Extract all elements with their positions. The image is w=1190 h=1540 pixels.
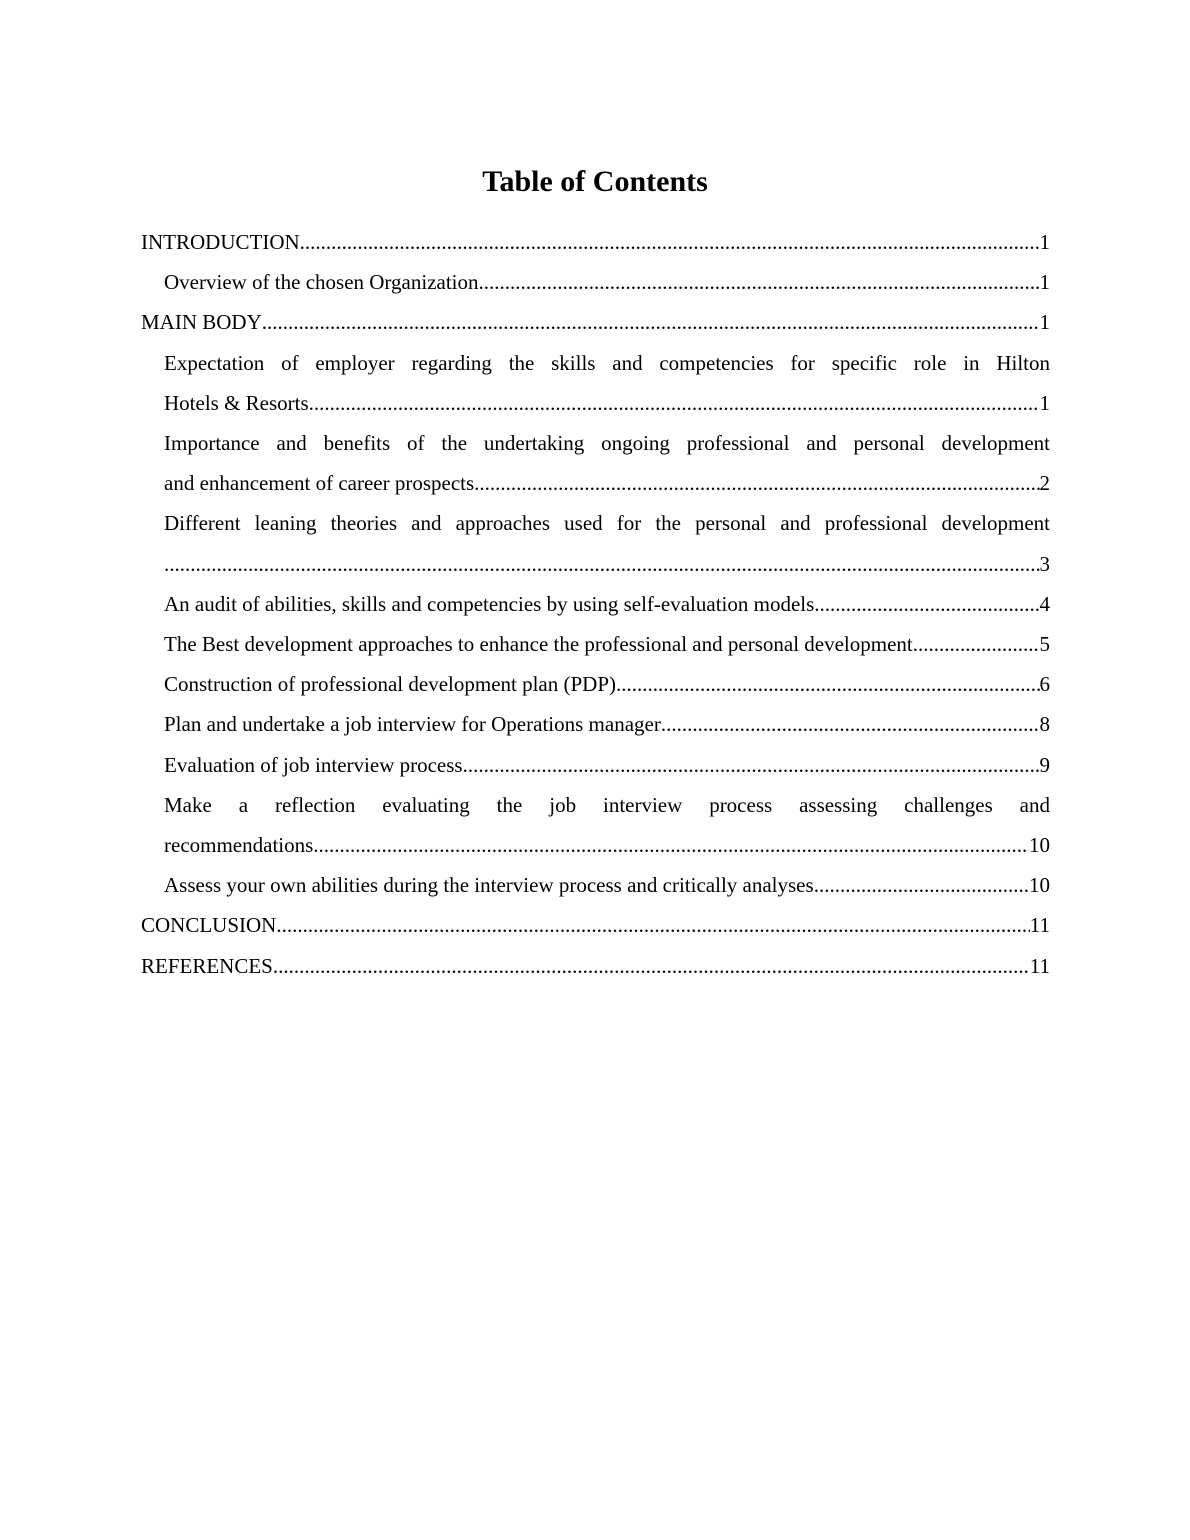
toc-entry-text: Evaluation of job interview process	[164, 752, 463, 777]
dot-leader	[479, 262, 1040, 302]
toc-page-number: 4	[1039, 591, 1050, 616]
toc-entry[interactable]	[141, 584, 1050, 624]
toc-entry-last-line	[164, 383, 1050, 423]
toc-entry-last-line	[164, 544, 1050, 584]
toc-entry-text: MAIN BODY	[141, 310, 262, 335]
dot-leader	[474, 463, 1039, 503]
toc-page-number: 8	[1039, 712, 1050, 737]
toc-entry-last-line	[141, 302, 1050, 342]
toc-entry[interactable]	[141, 865, 1050, 905]
toc-entry[interactable]	[141, 664, 1050, 704]
toc-page-number: 1	[1039, 230, 1050, 254]
toc-page-number: 10	[1029, 873, 1050, 898]
toc-entry-text: The Best development approaches to enhance the professional and personal development	[164, 632, 913, 657]
toc-title: Table of Contents	[482, 165, 708, 198]
dot-leader	[262, 302, 1040, 342]
toc-page-number: 10	[1029, 833, 1050, 858]
toc-entry-text: and enhancement of career prospects	[164, 471, 475, 496]
toc-page-number: 11	[1029, 913, 1050, 938]
toc-entry[interactable]	[141, 745, 1050, 785]
toc-entry-last-line	[141, 905, 1050, 945]
toc-entry-text: Overview of the chosen Organization	[164, 270, 479, 295]
dot-leader	[273, 946, 1030, 986]
toc-entry-text: REFERENCES	[141, 953, 273, 978]
toc-entry-text: INTRODUCTION	[141, 230, 300, 254]
toc-entry[interactable]	[141, 905, 1050, 945]
toc-page-number: 5	[1039, 632, 1050, 657]
toc-list	[141, 222, 1050, 986]
toc-entry-text: Construction of professional development plan (PDP)	[164, 672, 617, 697]
toc-entry[interactable]	[141, 624, 1050, 664]
toc-entry[interactable]	[141, 262, 1050, 302]
dot-leader	[661, 704, 1040, 744]
toc-entry-text: Assess your own abilities during the interview process and critically analyses	[164, 873, 814, 898]
toc-entry-text: An audit of abilities, skills and competencies by using self-evaluation models	[164, 591, 815, 616]
toc-page-number: 1	[1039, 390, 1050, 415]
dot-leader	[313, 825, 1029, 865]
toc-entry-text: Hotels & Resorts	[164, 390, 309, 415]
toc-entry[interactable]	[141, 946, 1050, 986]
toc-entry-last-line	[164, 745, 1050, 785]
toc-page-number: 6	[1039, 672, 1050, 697]
toc-entry-last-line	[164, 624, 1050, 664]
dot-leader	[309, 383, 1040, 423]
toc-entry[interactable]	[141, 343, 1050, 423]
toc-entry-text-line: Make a reflection evaluating the job interview process assessing challenges and	[164, 792, 1050, 817]
toc-entry-text-line: Importance and benefits of the undertaking ongoing professional and personal development	[164, 431, 1050, 456]
toc-page-number: 3	[1039, 551, 1050, 576]
toc-entry-last-line	[164, 825, 1050, 865]
toc-entry-text: Plan and undertake a job interview for Operations manager	[164, 712, 661, 737]
toc-entry[interactable]	[141, 302, 1050, 342]
toc-page-number: 1	[1039, 270, 1050, 295]
toc-entry[interactable]	[141, 222, 1050, 262]
toc-entry[interactable]	[141, 503, 1050, 583]
toc-entry-last-line	[164, 262, 1050, 302]
dot-leader	[164, 544, 1040, 584]
toc-page-number: 1	[1039, 310, 1050, 335]
toc-entry-last-line	[164, 865, 1050, 905]
dot-leader	[814, 584, 1039, 624]
toc-entry-last-line	[164, 664, 1050, 704]
toc-page-number: 2	[1039, 471, 1050, 496]
dot-leader	[276, 905, 1029, 945]
toc-entry-text-line: Expectation of employer regarding the skills and competencies for specific role in Hilton	[164, 350, 1050, 375]
toc-entry-last-line	[164, 584, 1050, 624]
dot-leader	[616, 664, 1039, 704]
toc-entry-last-line	[164, 704, 1050, 744]
dot-leader	[300, 222, 1040, 262]
toc-entry-last-line	[141, 222, 1050, 262]
dot-leader	[814, 865, 1029, 905]
dot-leader	[913, 624, 1040, 664]
toc-entry-last-line	[141, 946, 1050, 986]
dot-leader	[463, 745, 1040, 785]
toc-entry[interactable]	[141, 704, 1050, 744]
toc-page-number: 11	[1029, 953, 1050, 978]
toc-entry-last-line	[164, 463, 1050, 503]
toc-entry[interactable]	[141, 423, 1050, 503]
toc-page-number: 9	[1039, 752, 1050, 777]
toc-entry-text-line: Different leaning theories and approaches used for the personal and professional development	[164, 511, 1050, 536]
toc-entry[interactable]	[141, 785, 1050, 865]
toc-entry-text: recommendations	[164, 833, 314, 858]
toc-entry-text: CONCLUSION	[141, 913, 277, 938]
